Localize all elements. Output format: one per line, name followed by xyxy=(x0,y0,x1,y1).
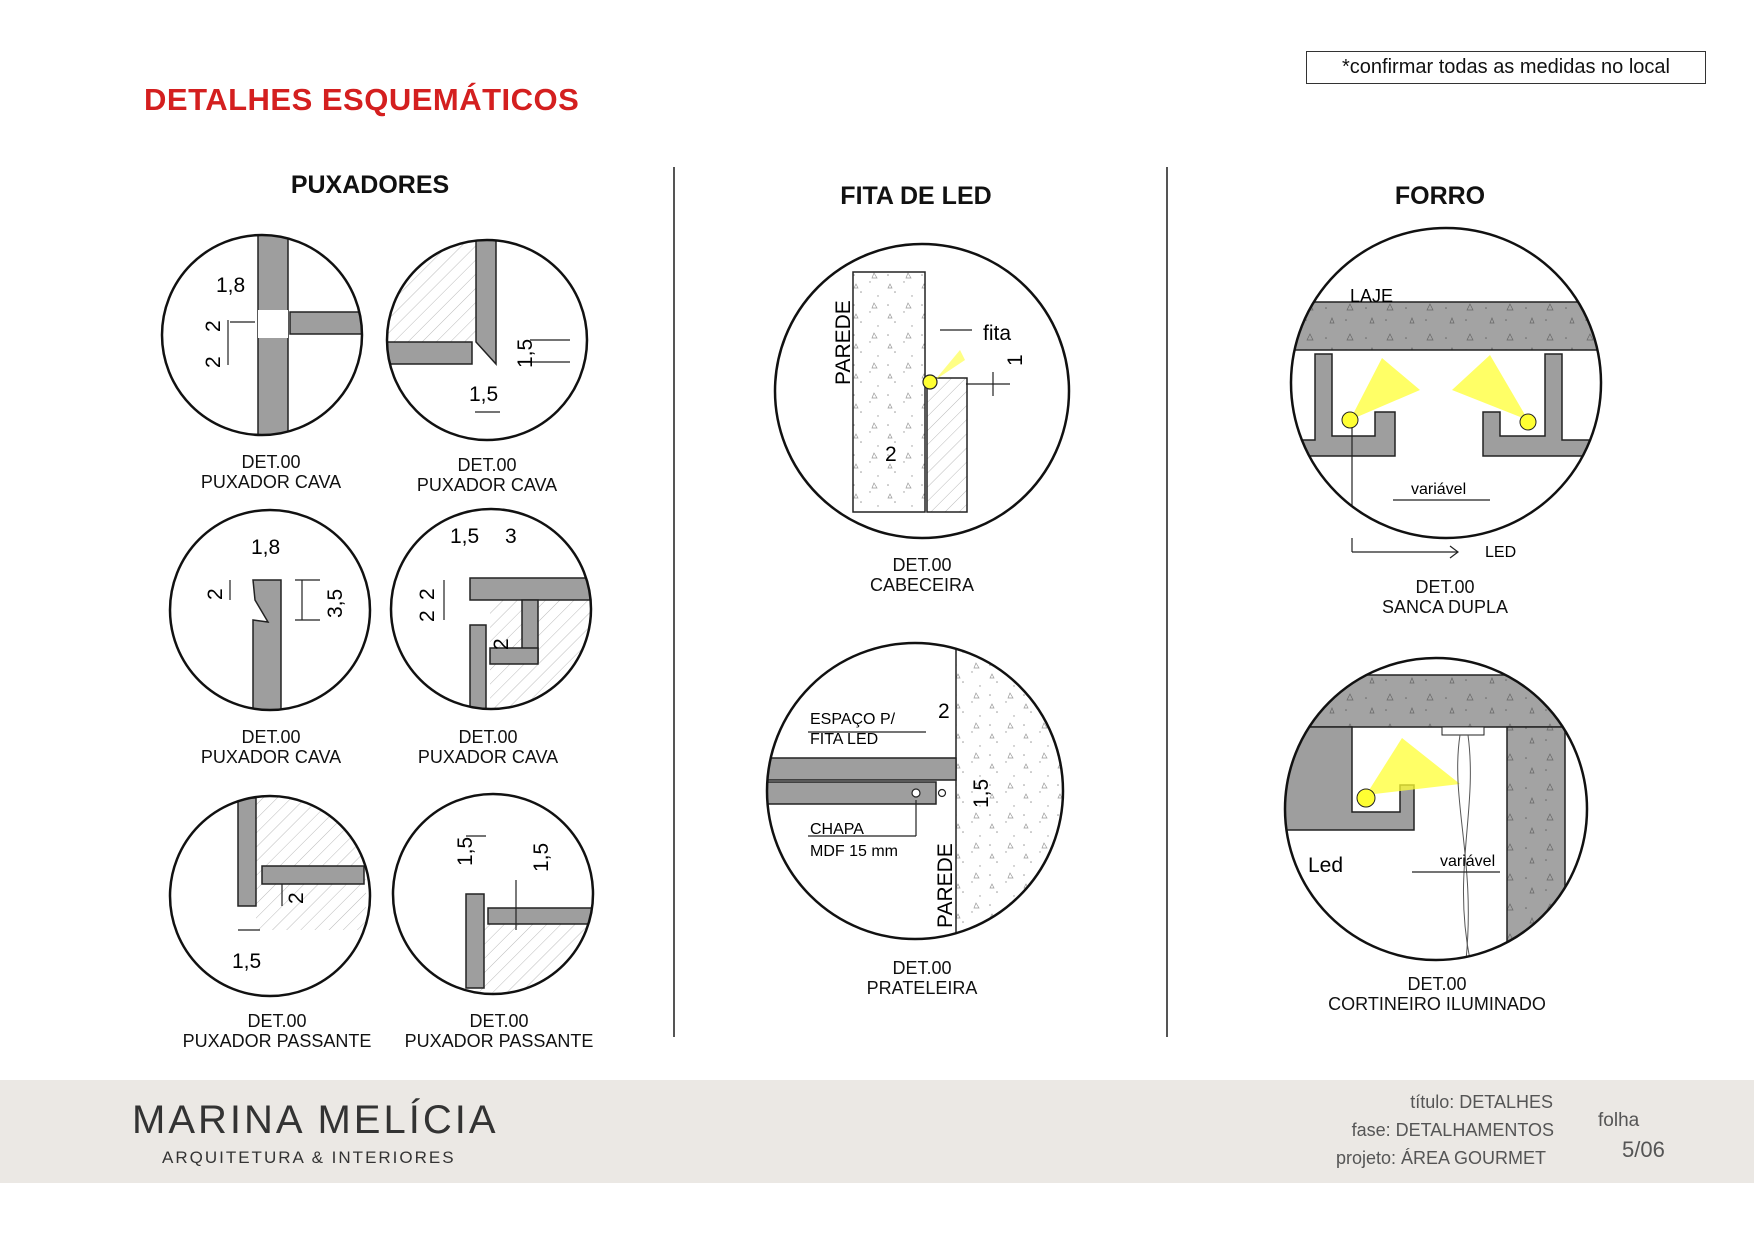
dim-d1-a: 1,8 xyxy=(216,274,246,297)
dim-d5-b: 1,5 xyxy=(232,950,262,973)
prateleira-chapa-1: CHAPA xyxy=(810,821,864,838)
detail-circle-1 xyxy=(230,230,362,445)
dim-d4-e: 2 xyxy=(490,638,513,650)
measurement-note: *confirmar todas as medidas no local xyxy=(1306,51,1706,84)
cortineiro-led-label: Led xyxy=(1308,854,1344,877)
sanca-laje-label: LAJE xyxy=(1350,286,1394,306)
dim-d6-b: 1,5 xyxy=(530,842,553,872)
caption-d2: DET.00 PUXADOR CAVA xyxy=(416,455,558,495)
caption-d3: DET.00 PUXADOR CAVA xyxy=(200,727,342,767)
prateleira-espaco-1: ESPAÇO P/ xyxy=(810,711,896,728)
dim-d3-a: 1,8 xyxy=(251,536,281,559)
cabeceira-dim-1: 1 xyxy=(1004,354,1027,366)
detail-circle-3 xyxy=(230,580,320,720)
section-title-puxadores: PUXADORES xyxy=(290,171,450,199)
dim-d4-a: 1,5 xyxy=(450,525,480,548)
detail-circle-5 xyxy=(238,790,366,930)
detail-circle-2 xyxy=(380,230,570,364)
dim-d5-a: 2 xyxy=(285,892,308,904)
dim-d4-c: 2 xyxy=(416,588,439,600)
dim-d2-b: 1,5 xyxy=(469,383,499,406)
brand-subtitle: ARQUITETURA & INTERIORES xyxy=(162,1148,456,1167)
section-title-fita: FITA DE LED xyxy=(840,182,992,210)
dim-d1-b: 2 xyxy=(202,320,225,332)
caption-cortineiro: DET.00 CORTINEIRO ILUMINADO xyxy=(1328,974,1546,1014)
caption-d1: DET.00 PUXADOR CAVA xyxy=(200,452,342,492)
caption-d5: DET.00 PUXADOR PASSANTE xyxy=(182,1011,372,1051)
caption-d6: DET.00 PUXADOR PASSANTE xyxy=(404,1011,594,1051)
section-title-forro: FORRO xyxy=(1394,182,1486,210)
detail-circle-4 xyxy=(444,578,600,710)
prateleira-dim-1: 2 xyxy=(938,700,950,723)
page-title: DETALHES ESQUEMÁTICOS xyxy=(144,82,580,117)
brand-name: MARINA MELÍCIA xyxy=(132,1098,499,1142)
footer-folha-label: folha xyxy=(1598,1110,1640,1131)
prateleira-dim-2: 1,5 xyxy=(970,778,993,808)
dim-d3-c: 3,5 xyxy=(324,588,347,618)
dim-d1-c: 2 xyxy=(202,356,225,368)
dim-d3-b: 2 xyxy=(204,588,227,600)
detail-circle-cortineiro xyxy=(1268,675,1600,967)
footer-fase: fase: DETALHAMENTOS xyxy=(1351,1120,1554,1140)
detail-circle-cabeceira xyxy=(853,272,1010,512)
cortineiro-variavel-label: variável xyxy=(1440,853,1496,870)
footer-sheet-number: 5/06 xyxy=(1622,1137,1665,1162)
cabeceira-wall-label: PAREDE xyxy=(832,300,855,385)
caption-d4: DET.00 PUXADOR CAVA xyxy=(417,727,559,767)
caption-cabeceira: DET.00 CABECEIRA xyxy=(869,555,975,595)
cabeceira-dim-2: 2 xyxy=(885,443,897,466)
prateleira-wall-label: PAREDE xyxy=(934,843,957,928)
dim-d4-b: 3 xyxy=(505,525,517,548)
dim-d4-d: 2 xyxy=(416,610,439,622)
sanca-led-label: LED xyxy=(1485,544,1517,561)
prateleira-chapa-2: MDF 15 mm xyxy=(810,843,898,860)
caption-sanca: DET.00 SANCA DUPLA xyxy=(1381,577,1509,617)
sanca-variavel-label: variável xyxy=(1411,481,1467,498)
detail-circle-sanca xyxy=(1285,302,1605,552)
dim-d2-a: 1,5 xyxy=(514,338,537,368)
caption-prateleira: DET.00 PRATELEIRA xyxy=(866,958,978,998)
dim-d6-a: 1,5 xyxy=(454,836,477,866)
footer-projeto: projeto: ÁREA GOURMET xyxy=(1335,1148,1546,1168)
footer-titulo: título: DETALHES xyxy=(1410,1092,1553,1112)
prateleira-espaco-2: FITA LED xyxy=(810,731,879,748)
cabeceira-fita-label: fita xyxy=(983,322,1012,345)
